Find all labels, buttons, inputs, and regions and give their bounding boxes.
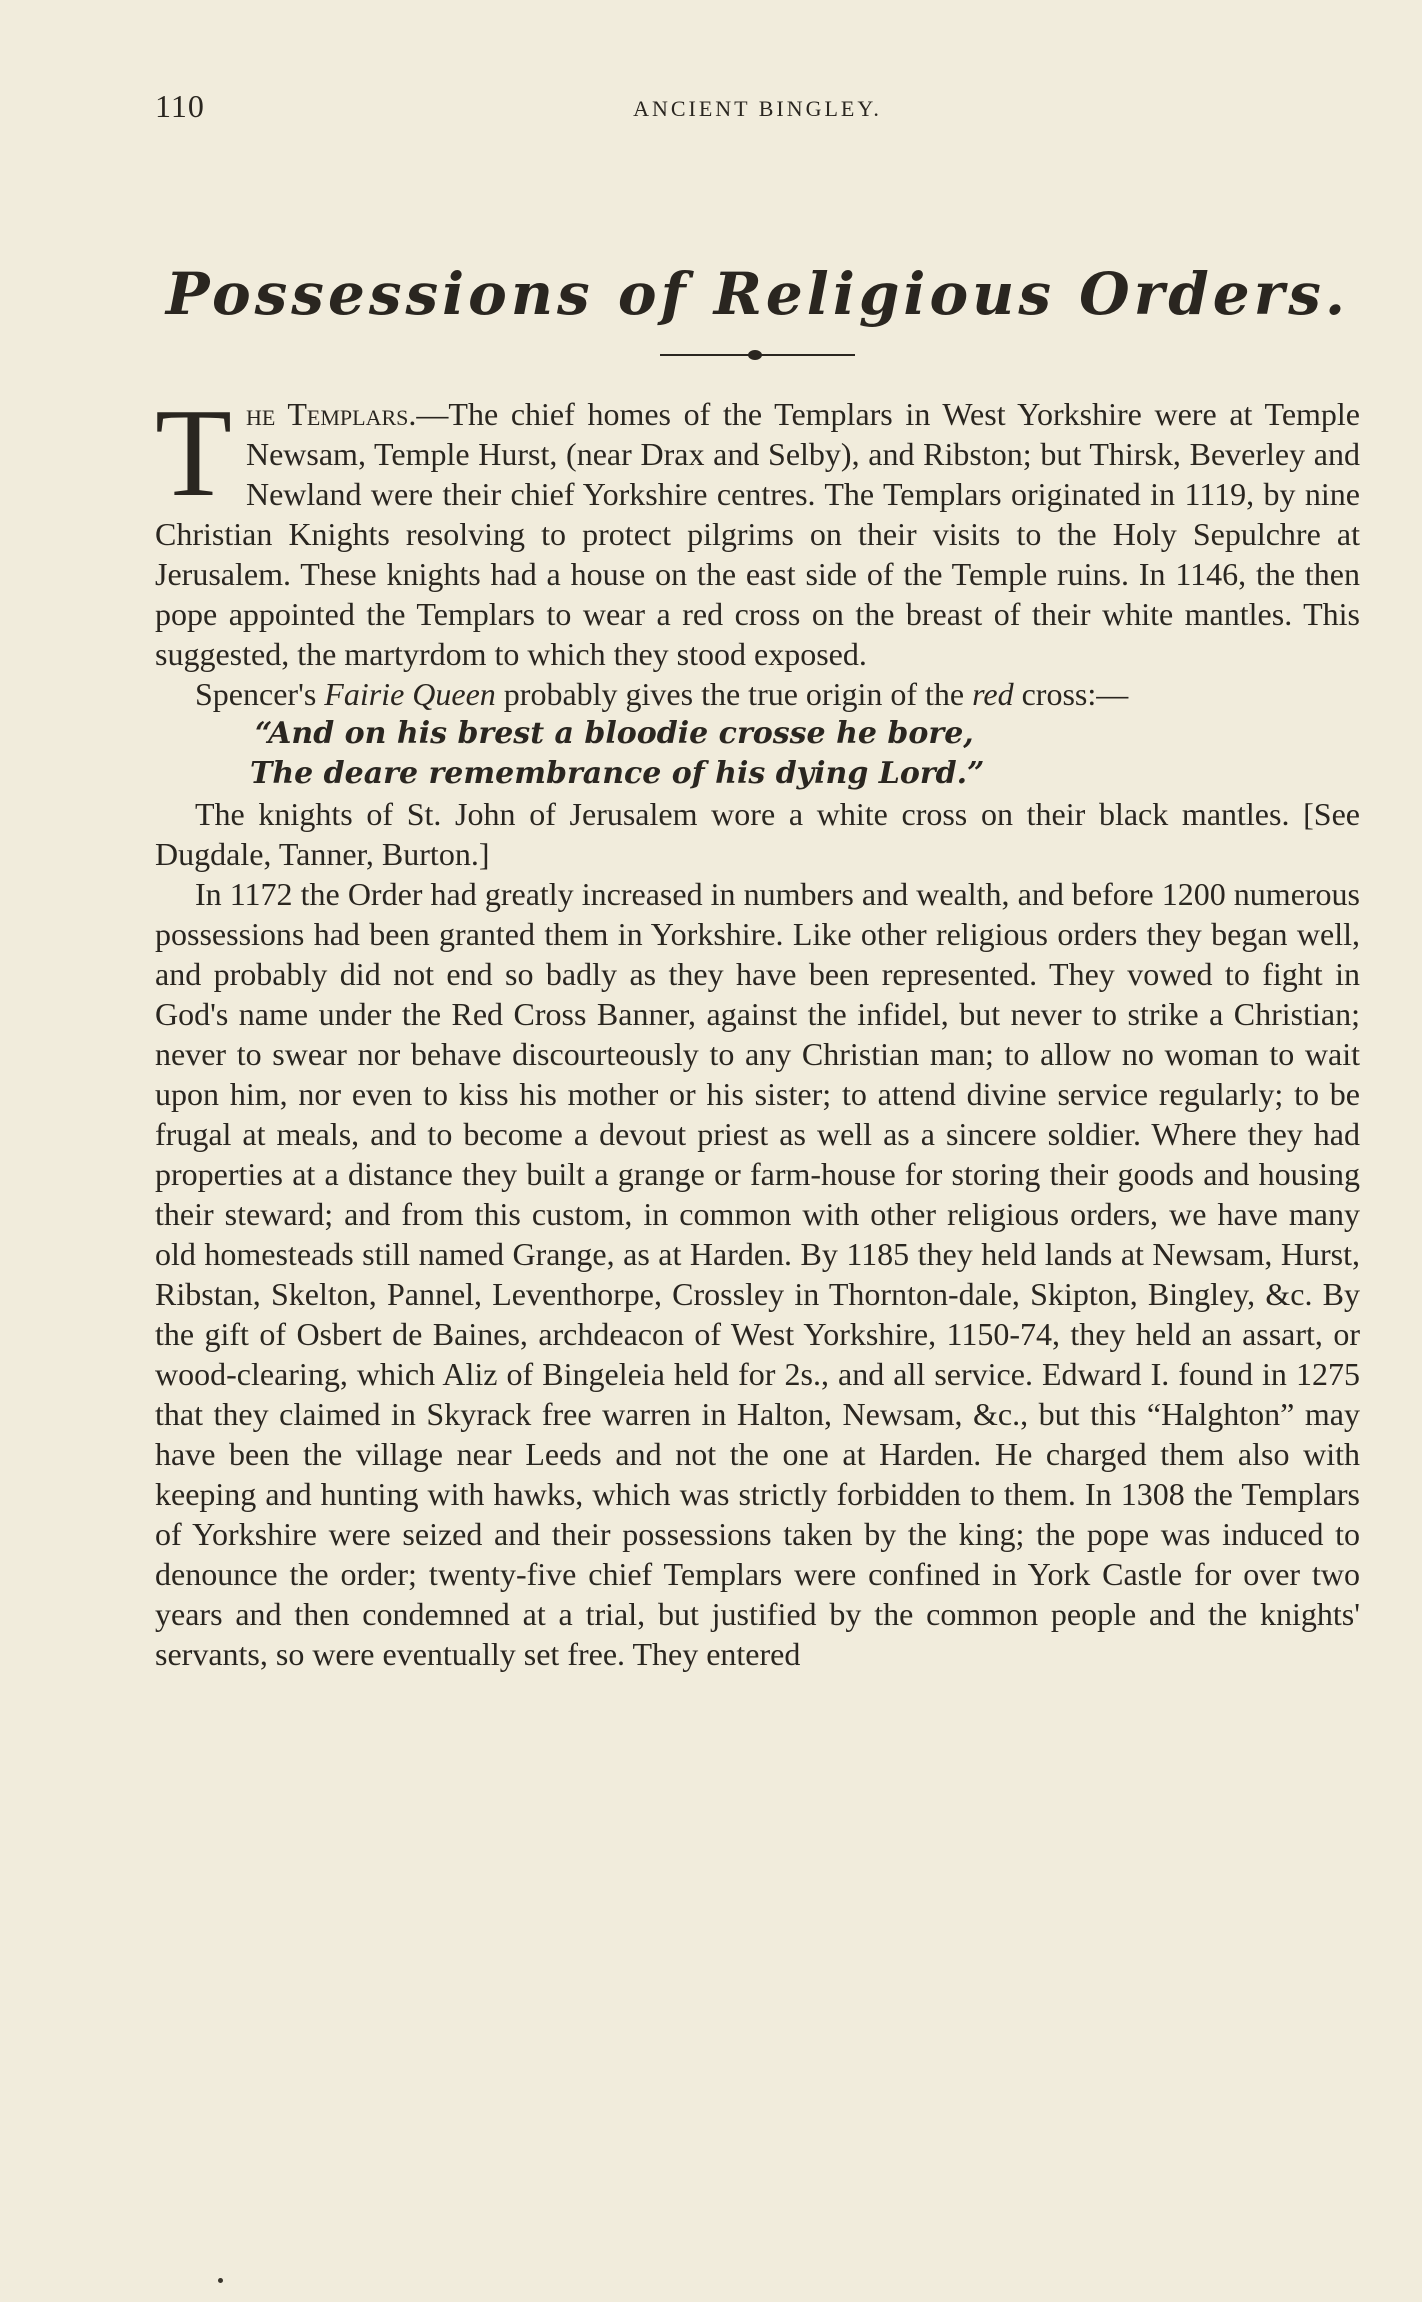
title-ornament bbox=[660, 350, 855, 360]
drop-cap: T bbox=[155, 384, 232, 523]
section-title: Possessions of Religious Orders. bbox=[165, 260, 1350, 328]
paragraph-text: Spencer's bbox=[195, 676, 325, 712]
paragraph-order-history: In 1172 the Order had greatly increased in numbers and wealth, and before 1200 numerous possessions had been granted them in Yorkshire. Like other religious orders they began well, and probably did not end so badly as they have been represented. They vowed to fight in God's name under the Red Cross Banner, against the infidel, but never to strike a Christian; never to swear nor behave discourteously to any Christian man; to allow no woman to wait upon him, nor even to kiss his mother or his sister; to attend divine service regularly; to be frugal at meals, and to become a devout priest as well as a sincere soldier. Where they had properties at a distance they built a grange or farm-house for storing their goods and housing their steward; and from this custom, in common with other religious orders, we have many old homesteads still named Grange, as at Harden. By 1185 they held lands at Newsam, Hurst, Ribstan, Skelton, Pannel, Leventhorpe, Crossley in Thornton-dale, Skipton, Bingley, &c. By the gift of Osbert de Baines, archdeacon of West Yorkshire, 1150-74, they held an assart, or wood-clearing, which Aliz of Bingeleia held for 2s., and all service. Edward I. found in 1275 that they claimed in Skyrack free warren in Halton, Newsam, &c., but this “Halghton” may have been the village near Leeds and not the one at Harden. He charged them also with keeping and hunting with hawks, which was strictly forbidden to them. In 1308 the Templars of Yorkshire were seized and their possessions taken by the king; the pope was induced to denounce the order; twenty-five chief Templars were confined in York Castle for over two years and then condemned at a trial, but justified by the common people and the knights' servants, so were eventually set free. They entered bbox=[155, 876, 1360, 1672]
body-text bbox=[155, 384, 1361, 1674]
book-title: Fairie Queen bbox=[324, 676, 496, 712]
paragraph-st-john: The knights of St. John of Jerusalem wore a white cross on their black mantles. [See Dugdale, Tanner, Burton.] bbox=[155, 796, 1360, 872]
verse-line-2: The deare remembrance of his dying Lord.” bbox=[250, 756, 985, 791]
paragraph-text: cross:— bbox=[1013, 676, 1129, 712]
page-number: 110 bbox=[155, 88, 205, 124]
section-lead: he Templars. bbox=[245, 396, 417, 432]
running-head: ANCIENT BINGLEY. bbox=[633, 96, 882, 121]
paragraph-spencer bbox=[155, 674, 1360, 714]
page-speck bbox=[218, 2278, 223, 2283]
paragraph-text: —The chief homes of the Templars in West Yorkshire were at Temple Newsam, Temple Hurst, (near Drax and Selby), and Ribston; but Thirsk, Beverley and Newland were their chief Yorkshire centres. The Templars originated in 1119, by nine Christian Knights resolving to protect pilgrims on their visits to the Holy Sepulchre at Jerusalem. These knights had a house on the east side of the Temple ruins. In 1146, the then pope appointed the Templars to wear a red cross on the breast of their white mantles. This suggested, the martyrdom to which they stood exposed. bbox=[155, 396, 1361, 672]
italic-word: red bbox=[972, 676, 1014, 712]
paragraph-text: probably gives the true origin of the bbox=[495, 676, 973, 712]
book-page bbox=[155, 80, 1360, 1674]
paragraph-templars bbox=[155, 384, 1361, 674]
page-header bbox=[155, 80, 1360, 130]
verse-line-1: “And on his brest a bloodie crosse he bore, bbox=[255, 716, 974, 751]
